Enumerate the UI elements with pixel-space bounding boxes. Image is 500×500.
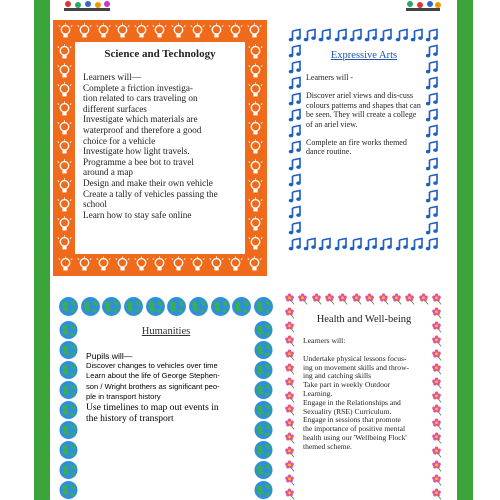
flower-icon: [430, 348, 443, 361]
health-item: health using our 'Wellbeing Flock': [303, 432, 407, 442]
lightbulb-icon: [170, 256, 187, 273]
lightbulb-icon: [56, 216, 73, 233]
flower-icon: [283, 403, 296, 416]
music-note-icon: [288, 28, 303, 43]
flower-icon: [390, 292, 403, 305]
music-note-icon: [288, 44, 303, 59]
globe-icon: [123, 296, 144, 317]
music-note-icon: [425, 124, 440, 139]
health-item: Learning.: [303, 388, 333, 398]
expressive-paragraph: Complete an fire works themed dance routine.: [306, 138, 407, 157]
flower-icon: [430, 459, 443, 472]
lightbulb-icon: [151, 256, 168, 273]
flower-icon: [296, 292, 309, 305]
globe-icon: [80, 296, 101, 317]
music-note-icon: [410, 28, 425, 43]
lightbulb-icon: [247, 159, 264, 176]
science-item: waterproof and therefore a good: [83, 124, 202, 135]
globe-icon: [253, 400, 274, 420]
science-item: Create a tally of vehicles passing the: [83, 188, 218, 199]
lightbulb-border-right: [247, 44, 264, 252]
health-item: Engage in sessions that promote: [303, 415, 401, 425]
lightbulb-icon: [56, 197, 73, 214]
flower-icon: [430, 362, 443, 375]
humanities-item: ple in transport history: [86, 391, 161, 401]
lightbulb-icon: [247, 197, 264, 214]
globe-icon: [58, 460, 79, 480]
lightbulb-icon: [56, 178, 73, 195]
lightbulb-icon: [227, 256, 244, 273]
flower-icon: [430, 417, 443, 430]
globe-icon: [58, 380, 79, 400]
music-note-icon: [425, 140, 440, 155]
science-item: different surfaces: [83, 103, 147, 114]
music-note-icon: [425, 157, 440, 172]
lightbulb-icon: [247, 216, 264, 233]
music-note-icon: [425, 173, 440, 188]
globe-icon: [188, 296, 209, 317]
flower-icon: [283, 417, 296, 430]
music-note-icon: [425, 205, 440, 220]
flower-icon: [430, 487, 443, 500]
health-item: ing on movement skills and throw-: [303, 362, 410, 372]
music-note-border-right: [425, 44, 440, 236]
flower-icon: [336, 292, 349, 305]
music-note-border-top: [288, 28, 440, 43]
lightbulb-icon: [76, 256, 93, 273]
health-item: ing and catching skills: [303, 371, 372, 381]
flower-icon: [283, 487, 296, 500]
right-green-border: [457, 0, 473, 500]
globe-icon: [58, 360, 79, 380]
flower-border-left: [283, 306, 296, 500]
lightbulb-icon: [56, 101, 73, 118]
flower-icon: [283, 445, 296, 458]
expressive-arts-panel: [288, 28, 440, 252]
flower-icon: [377, 292, 390, 305]
science-item: around a map: [83, 167, 134, 178]
globe-icon: [253, 360, 274, 380]
flower-icon: [430, 403, 443, 416]
globe-icon: [253, 380, 274, 400]
flower-icon: [430, 390, 443, 403]
music-note-icon: [288, 124, 303, 139]
music-note-icon: [303, 28, 318, 43]
globe-icon: [145, 296, 166, 317]
lightbulb-icon: [247, 139, 264, 156]
flower-icon: [417, 292, 430, 305]
lightbulb-icon: [114, 256, 131, 273]
humanities-item: Learn about the life of George Stephen-: [86, 371, 220, 381]
flower-icon: [283, 459, 296, 472]
globe-icon: [58, 400, 79, 420]
children-figures-icon: [404, 0, 442, 12]
flower-icon: [283, 362, 296, 375]
music-note-icon: [349, 237, 364, 252]
music-note-icon: [425, 108, 440, 123]
globe-icon: [231, 296, 252, 317]
expressive-paragraph: Discover ariel views and dis-cuss colours patterns and shapes that can be seen. They will create a college of an ariel view.: [306, 91, 421, 129]
globe-icon: [253, 440, 274, 460]
music-note-icon: [364, 237, 379, 252]
music-note-icon: [288, 237, 303, 252]
globe-icon: [253, 460, 274, 480]
flower-icon: [403, 292, 416, 305]
flower-icon: [283, 431, 296, 444]
globe-icon: [58, 320, 79, 340]
flower-icon: [323, 292, 336, 305]
music-note-icon: [410, 237, 425, 252]
music-note-icon: [364, 28, 379, 43]
lightbulb-icon: [56, 139, 73, 156]
lightbulb-icon: [76, 23, 93, 40]
science-item: Programme a bee bot to travel: [83, 156, 194, 167]
music-note-icon: [395, 237, 410, 252]
music-note-border-bottom: [288, 237, 440, 252]
globe-icon: [166, 296, 187, 317]
music-note-icon: [425, 221, 440, 236]
lightbulb-icon: [56, 120, 73, 137]
flower-icon: [283, 320, 296, 333]
music-note-icon: [288, 189, 303, 204]
health-item: Take part in weekly Outdoor: [303, 380, 391, 390]
flower-icon: [283, 390, 296, 403]
science-item: choice for a vehicle: [83, 135, 156, 146]
lightbulb-icon: [95, 256, 112, 273]
flower-icon: [350, 292, 363, 305]
left-green-border: [34, 0, 50, 500]
flower-icon: [430, 473, 443, 486]
globe-icon: [58, 296, 79, 317]
lightbulb-icon: [57, 256, 74, 273]
music-note-icon: [318, 237, 333, 252]
science-intro: Learners will—: [83, 72, 141, 82]
humanities-item: the history of transport: [86, 413, 174, 425]
globe-border-top: [58, 296, 274, 317]
music-note-icon: [425, 60, 440, 75]
globe-icon: [210, 296, 231, 317]
health-item: Engage in the Relationships and: [303, 397, 401, 407]
humanities-item: Discover changes to vehicles over time: [86, 361, 218, 371]
health-item: Sexuality (RSE) Curriculum.: [303, 406, 392, 416]
humanities-intro: Pupils will—: [86, 351, 133, 361]
flower-icon: [283, 376, 296, 389]
globe-icon: [253, 420, 274, 440]
lightbulb-border-bottom: [57, 256, 263, 273]
globe-icon: [58, 340, 79, 360]
lightbulb-icon: [208, 256, 225, 273]
humanities-item: Use timelines to map out events in: [86, 402, 219, 414]
music-note-icon: [379, 28, 394, 43]
music-note-icon: [395, 28, 410, 43]
flower-icon: [430, 445, 443, 458]
lightbulb-icon: [247, 178, 264, 195]
music-note-icon: [303, 237, 318, 252]
lightbulb-icon: [247, 101, 264, 118]
expressive-intro: Learners will -: [306, 73, 354, 82]
flower-border-top: [283, 292, 443, 305]
flower-icon: [283, 306, 296, 319]
children-figures-icon: [62, 0, 112, 12]
globe-border-left: [58, 320, 79, 500]
music-note-icon: [288, 157, 303, 172]
music-note-icon: [425, 92, 440, 107]
music-note-icon: [425, 237, 440, 252]
lightbulb-icon: [189, 256, 206, 273]
flower-icon: [430, 376, 443, 389]
science-item: tion related to cars traveling on: [83, 93, 198, 104]
lightbulb-icon: [208, 23, 225, 40]
lightbulb-icon: [247, 82, 264, 99]
music-note-icon: [288, 92, 303, 107]
music-note-icon: [425, 76, 440, 91]
globe-icon: [58, 480, 79, 500]
lightbulb-icon: [247, 63, 264, 80]
lightbulb-border-left: [56, 44, 73, 252]
lightbulb-icon: [56, 159, 73, 176]
lightbulb-icon: [247, 44, 264, 61]
lightbulb-icon: [114, 23, 131, 40]
flower-icon: [363, 292, 376, 305]
health-intro: Learners will:: [303, 336, 346, 345]
lightbulb-icon: [56, 63, 73, 80]
flower-icon: [430, 320, 443, 333]
lightbulb-icon: [247, 235, 264, 252]
science-item: school: [83, 199, 107, 210]
science-item: Learn how to stay safe online: [83, 209, 192, 220]
music-note-icon: [288, 108, 303, 123]
lightbulb-icon: [151, 23, 168, 40]
flower-border-right: [430, 306, 443, 500]
flower-icon: [283, 334, 296, 347]
flower-icon: [283, 348, 296, 361]
lightbulb-icon: [133, 23, 150, 40]
globe-icon: [253, 480, 274, 500]
lightbulb-border-top: [57, 23, 263, 40]
music-note-icon: [334, 237, 349, 252]
humanities-title: Humanities: [141, 326, 191, 337]
health-item: Undertake physical lessons focus-: [303, 353, 407, 363]
health-wellbeing-panel: [283, 292, 443, 500]
music-note-icon: [288, 60, 303, 75]
lightbulb-icon: [247, 120, 264, 137]
flower-icon: [430, 292, 443, 305]
lightbulb-icon: [189, 23, 206, 40]
globe-icon: [101, 296, 122, 317]
science-technology-panel: [53, 20, 267, 276]
health-item: themed scheme.: [303, 441, 352, 451]
music-note-icon: [288, 221, 303, 236]
humanities-item: son / Wright brothers as significant peo-: [86, 381, 220, 391]
lightbulb-icon: [56, 235, 73, 252]
globe-icon: [253, 296, 274, 317]
science-title: Science and Technology: [104, 48, 216, 60]
lightbulb-icon: [227, 23, 244, 40]
health-title: Health and Well-being: [316, 314, 412, 325]
lightbulb-icon: [170, 23, 187, 40]
music-note-icon: [288, 205, 303, 220]
flower-icon: [430, 306, 443, 319]
humanities-panel: [58, 296, 274, 500]
science-item: Investigate which materials are: [83, 114, 198, 125]
music-note-icon: [425, 44, 440, 59]
music-note-icon: [334, 28, 349, 43]
music-note-border-left: [288, 44, 303, 236]
globe-icon: [58, 440, 79, 460]
music-note-icon: [425, 28, 440, 43]
lightbulb-icon: [133, 256, 150, 273]
globe-icon: [253, 320, 274, 340]
music-note-icon: [288, 76, 303, 91]
globe-border-right: [253, 320, 274, 500]
music-note-icon: [288, 140, 303, 155]
music-note-icon: [288, 173, 303, 188]
lightbulb-icon: [246, 23, 263, 40]
science-item: Investigate how light travels.: [83, 146, 190, 157]
globe-icon: [58, 420, 79, 440]
lightbulb-icon: [56, 82, 73, 99]
flower-icon: [283, 292, 296, 305]
music-note-icon: [318, 28, 333, 43]
music-note-icon: [349, 28, 364, 43]
globe-icon: [253, 340, 274, 360]
science-item: Design and make their own vehicle: [83, 177, 213, 188]
music-note-icon: [425, 189, 440, 204]
lightbulb-icon: [57, 23, 74, 40]
science-item: Complete a friction investiga-: [83, 82, 193, 93]
music-note-icon: [379, 237, 394, 252]
health-item: the importance of positive mental: [303, 424, 406, 434]
expressive-title: Expressive Arts: [330, 50, 398, 61]
lightbulb-icon: [95, 23, 112, 40]
flower-icon: [283, 473, 296, 486]
lightbulb-icon: [56, 44, 73, 61]
flower-icon: [310, 292, 323, 305]
flower-icon: [430, 334, 443, 347]
flower-icon: [430, 431, 443, 444]
lightbulb-icon: [246, 256, 263, 273]
